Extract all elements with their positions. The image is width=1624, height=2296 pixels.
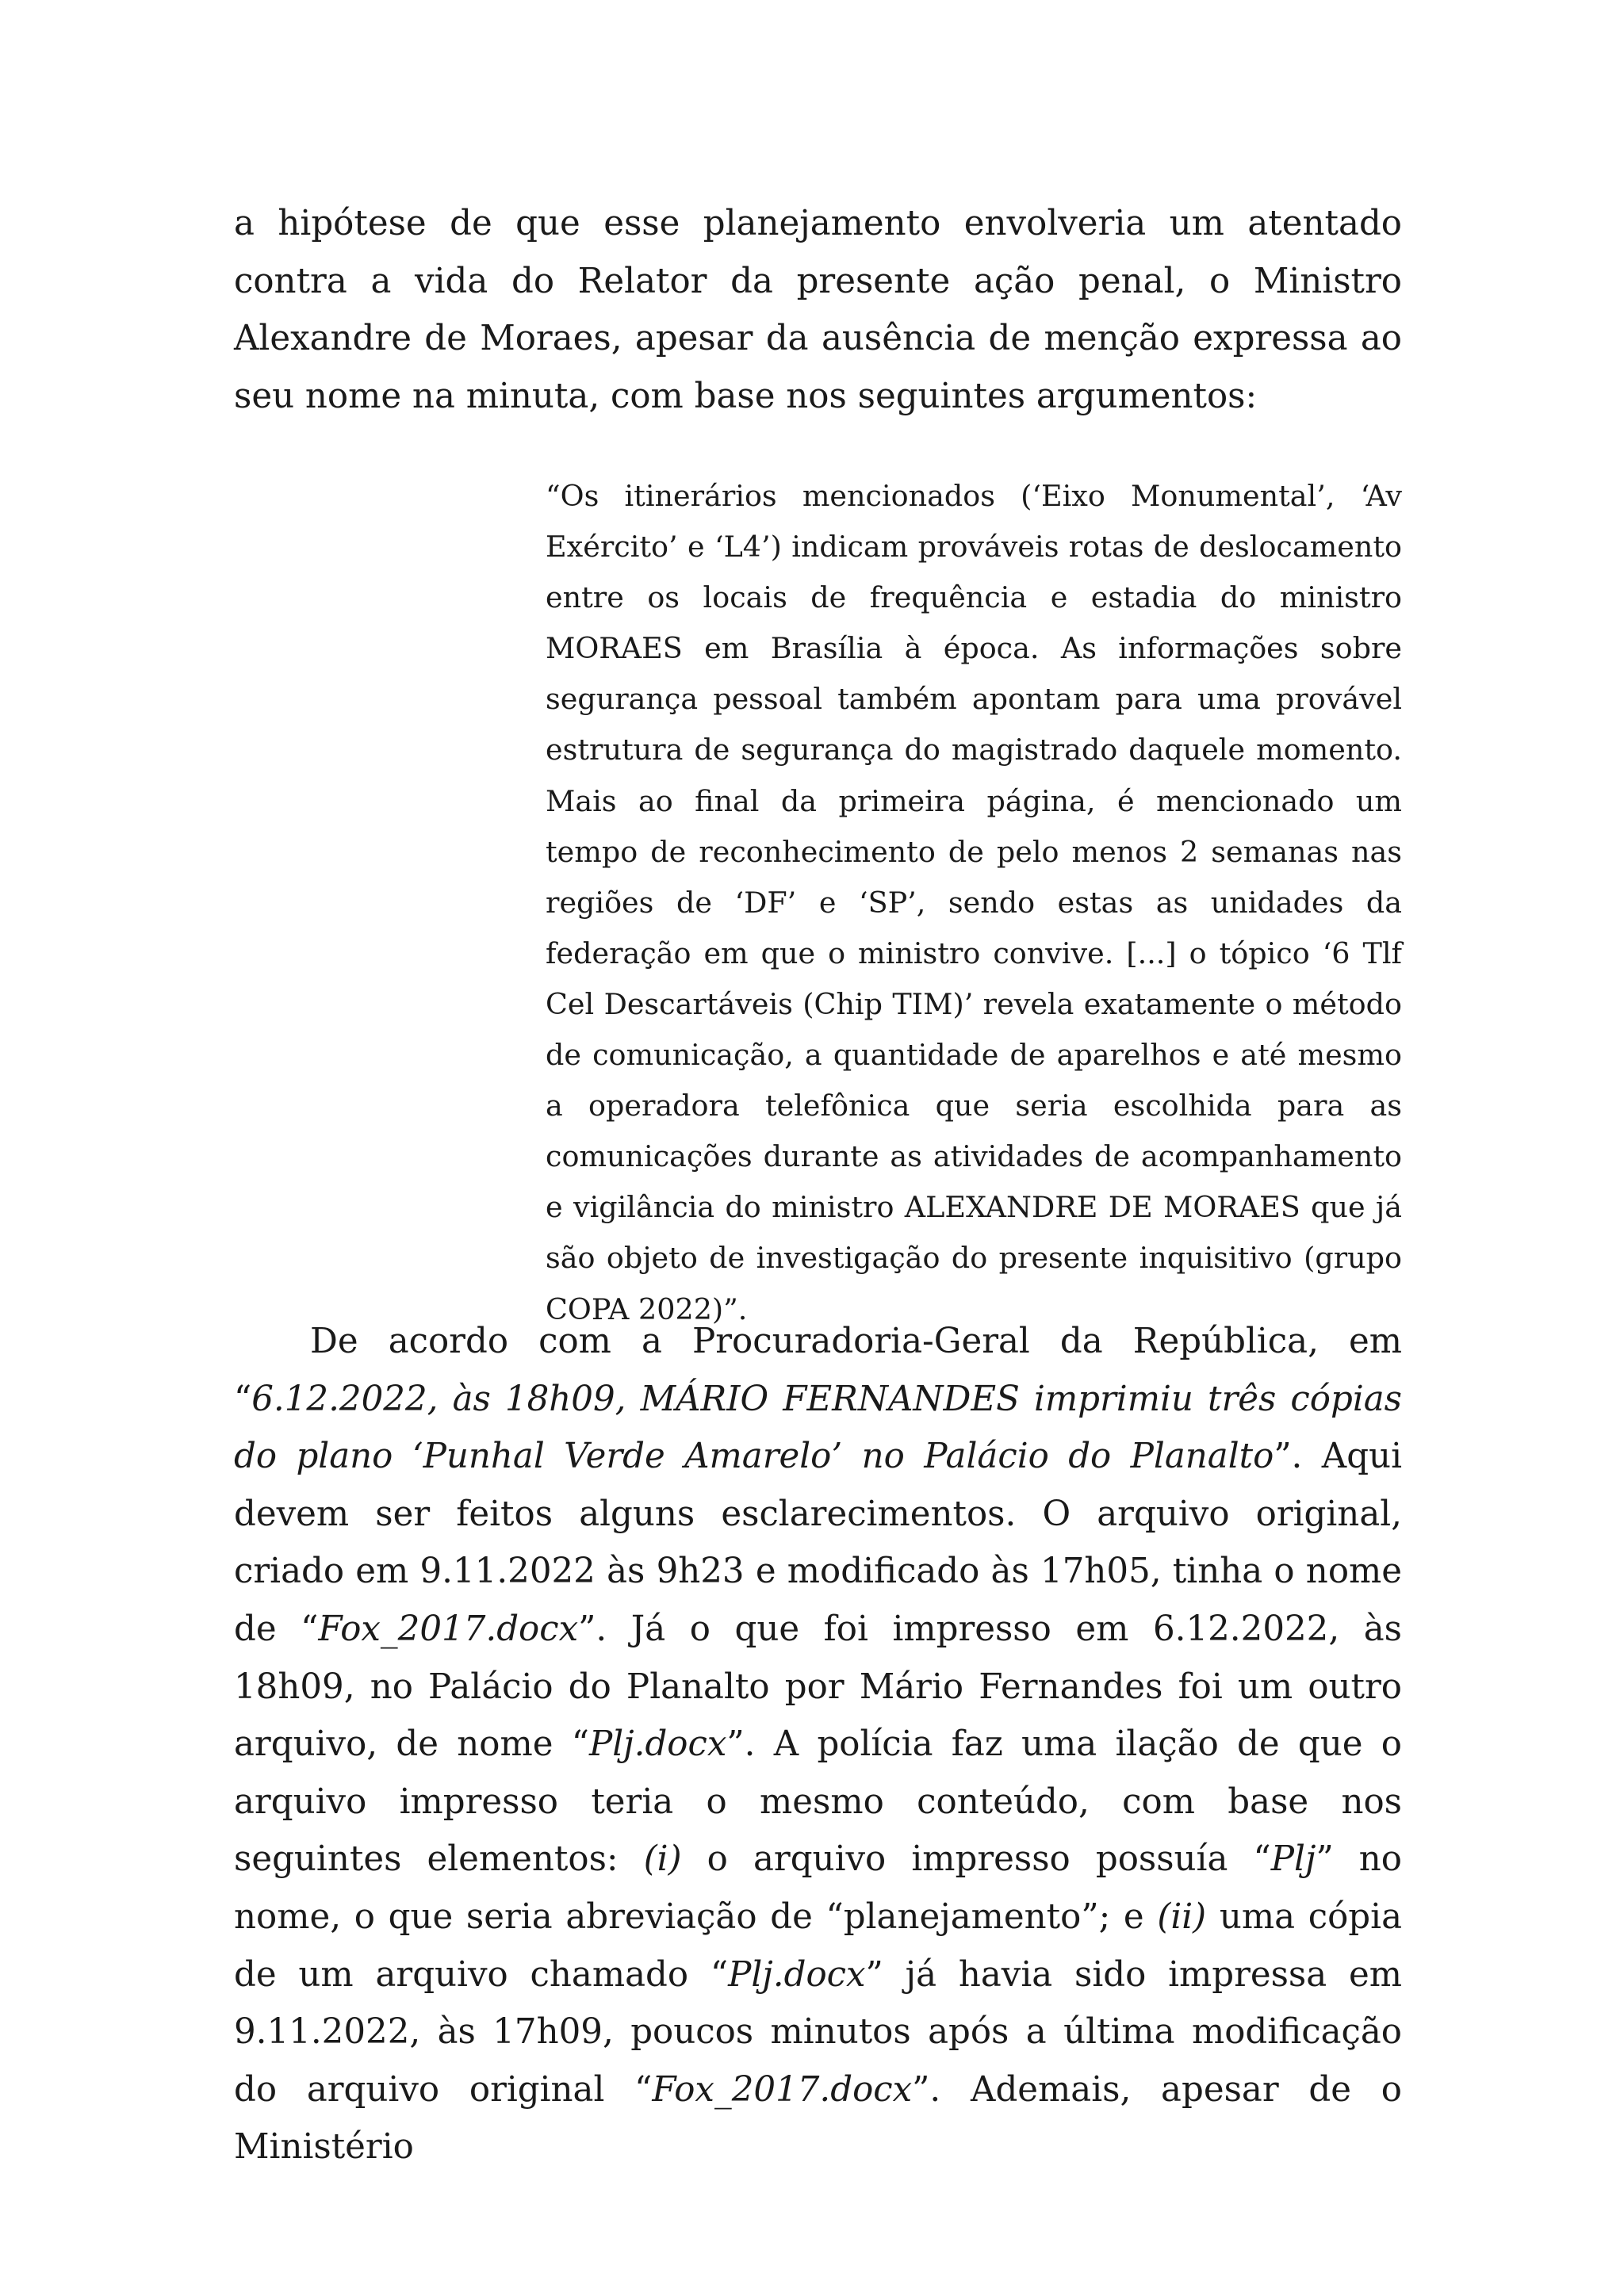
paragraph-intro-text: a hipótese de que esse planejamento envolveria um atentado contra a vida do Relator da presente ação penal, o Ministro Alexandre de Moraes, apesar da ausência de menção expressa ao seu nome na minuta, com base nos seguintes argumentos: <box>234 204 1402 416</box>
text-segment: De acordo com a Procuradoria-Geral da República, em “ <box>234 1322 1402 1419</box>
italic-enumerator: (i) <box>643 1839 682 1880</box>
text-segment: ” no nome, o que seria abreviação de “planejamento”; e <box>234 1839 1402 1937</box>
block-quote <box>546 471 1402 1335</box>
block-quote-text: “Os itinerários mencionados (‘Eixo Monumental’, ‘Av Exército’ e ‘L4’) indicam prováveis rotas de deslocamento entre os locais de frequência e estadia do ministro MORAES em Brasília à época. As informações sobre segurança pessoal também apontam para uma provável estrutura de segurança do magistrado daquele momento. Mais ao final da primeira página, é mencionado um tempo de reconhecimento de pelo menos 2 semanas nas regiões de ‘DF’ e ‘SP’, sendo estas as unidades da federação em que o ministro convive. [...] o tópico ‘6 Tlf Cel Descartáveis (Chip TIM)’ revela exatamente o método de comunicação, a quantidade de aparelhos e até mesmo a operadora telefônica que seria escolhida para as comunicações durante as atividades de acompanhamento e vigilância do ministro ALEXANDRE DE MORAES que já são objeto de investigação do presente inquisitivo (grupo COPA 2022)”. <box>546 479 1402 1326</box>
italic-abbreviation: Plj <box>1270 1839 1316 1880</box>
italic-filename: Plj.docx <box>728 1954 866 1995</box>
text-segment: uma cópia de um arquivo chamado “ <box>234 1896 1402 1995</box>
text-segment: ”. Já o que foi impresso em 6.12.2022, às 18h09, no Palácio do Planalto por Mário Fernandes foi um outro arquivo, de nome “ <box>234 1609 1402 1765</box>
paragraph-pgr <box>234 1313 1402 2176</box>
text-segment: ”. Ademais, apesar de o Ministério <box>234 2069 1402 2168</box>
italic-quote-pgr: 6.12.2022, às 18h09, MÁRIO FERNANDES imprimiu três cópias do plano ‘Punhal Verde Amarelo’ no Palácio do Planalto <box>234 1379 1402 1477</box>
italic-filename: Fox_2017.docx <box>652 2069 913 2110</box>
italic-filename: Fox_2017.docx <box>318 1609 579 1649</box>
text-segment: ”. A polícia faz uma ilação de que o arquivo impresso teria o mesmo conteúdo, com base nos seguintes elementos: <box>234 1724 1402 1880</box>
italic-enumerator: (ii) <box>1157 1896 1207 1937</box>
text-segment: ” já havia sido impressa em 9.11.2022, às 17h09, poucos minutos após a última modificação do arquivo original “ <box>234 1954 1402 2110</box>
text-segment: o arquivo impresso possuía “ <box>681 1839 1271 1880</box>
text-segment: ”. Aqui devem ser feitos alguns esclarecimentos. O arquivo original, criado em 9.11.2022 às 9h23 e modificado às 17h05, tinha o nome de “ <box>234 1437 1402 1649</box>
paragraph-intro <box>234 195 1402 425</box>
italic-filename: Plj.docx <box>588 1724 727 1765</box>
